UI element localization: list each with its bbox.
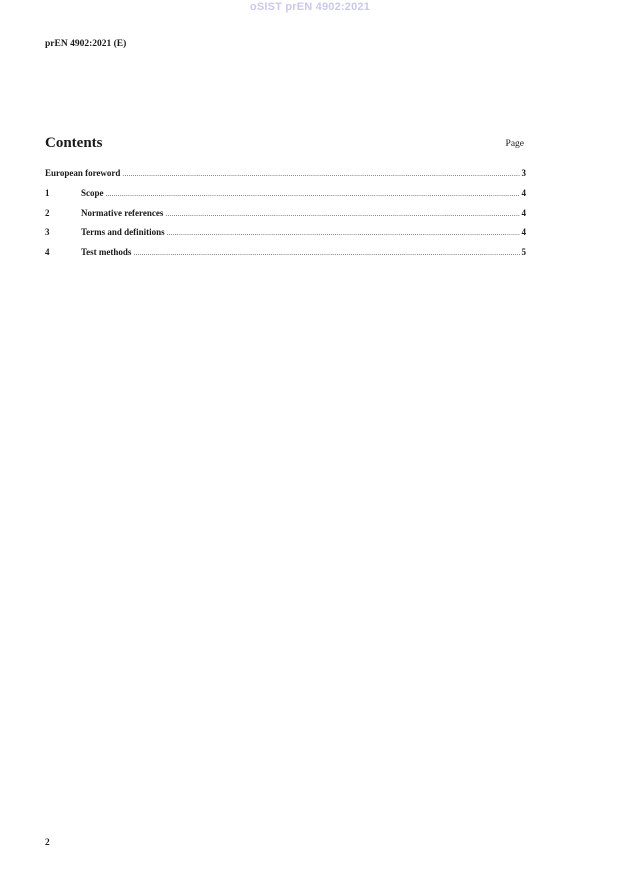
toc-entry-number: 1 <box>45 187 50 198</box>
toc-entry-page: 4 <box>521 187 526 198</box>
toc-entry-european-foreword[interactable] <box>45 168 526 188</box>
toc-page-column-label: Page <box>505 139 524 149</box>
toc-entry-scope[interactable] <box>45 188 526 208</box>
toc-entry-label: Scope <box>81 187 104 198</box>
toc-entry-label: European foreword <box>45 168 121 178</box>
toc-entry-label: Normative references <box>81 207 164 218</box>
toc-leader-dots <box>122 170 519 178</box>
toc-entry-terms-and-definitions[interactable] <box>45 227 526 247</box>
toc-entry-label: Test methods <box>81 247 132 258</box>
toc-entry-page: 4 <box>521 227 526 238</box>
toc-entry-normative-references[interactable] <box>45 208 526 228</box>
toc-entry-number: 3 <box>45 227 50 238</box>
toc-entry-page: 3 <box>521 168 526 178</box>
toc-entry-page: 4 <box>521 207 526 218</box>
toc-leader-dots <box>167 229 520 237</box>
toc-entry-number: 2 <box>45 207 50 218</box>
toc-entry-test-methods[interactable] <box>45 247 526 267</box>
toc-entry-page: 5 <box>521 247 526 258</box>
page-number-footer: 2 <box>45 838 50 848</box>
watermark: oSIST prEN 4902:2021 <box>249 1 371 13</box>
toc-entry-label: Terms and definitions <box>81 227 165 238</box>
toc-leader-dots <box>165 210 519 218</box>
toc-title: Contents <box>45 135 103 151</box>
toc-entry-number: 4 <box>45 247 50 258</box>
document-id-header: prEN 4902:2021 (E) <box>45 39 127 49</box>
table-of-contents <box>45 168 526 267</box>
toc-leader-dots <box>133 249 519 257</box>
toc-leader-dots <box>106 190 520 198</box>
